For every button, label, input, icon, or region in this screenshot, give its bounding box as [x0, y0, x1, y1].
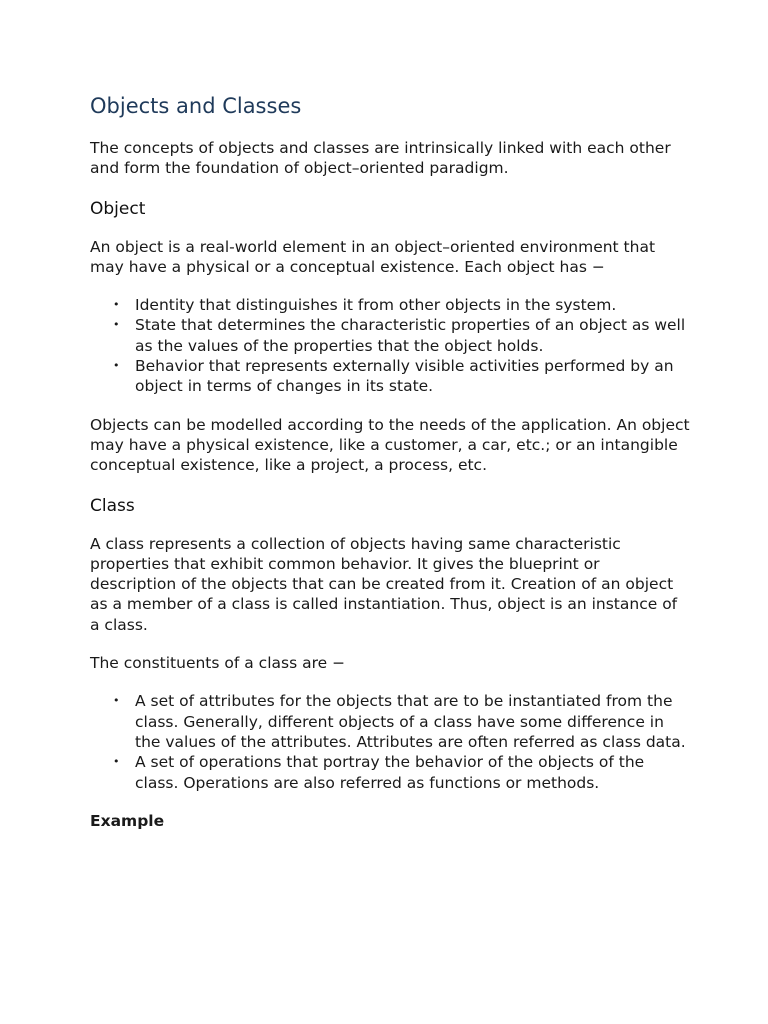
object-heading: Object [90, 198, 146, 219]
bullet-icon: • [113, 359, 120, 373]
list-item-text: Behavior that represents externally visible activities performed by an object in terms of changes in its state. [135, 357, 674, 396]
object-properties-list [90, 295, 690, 396]
object-paragraph: An object is a real-world element in an object–oriented environment that may have a physical or a conceptual existence. Each object has − [90, 237, 656, 276]
list-item-text: A set of attributes for the objects that are to be instantiated from the class. Generally, different objects of a class have some difference in the values of the attributes. Attributes are often referred as class data. [135, 692, 686, 751]
list-item [113, 315, 690, 356]
intro-paragraph: The concepts of objects and classes are intrinsically linked with each other and form the foundation of object–oriented paradigm. [90, 139, 671, 178]
list-item-text: A set of operations that portray the behavior of the objects of the class. Operations are also referred as functions or methods. [135, 753, 645, 792]
object-closing-paragraph: Objects can be modelled according to the needs of the application. An object may have a physical existence, like a customer, a car, etc.; or an intangible conceptual existence, like a project, a process, etc. [90, 415, 690, 475]
list-item [113, 691, 690, 752]
class-constituents-list [90, 691, 690, 792]
example-heading: Example [90, 811, 165, 830]
bullet-icon: • [113, 694, 120, 708]
bullet-icon: • [113, 318, 120, 332]
list-item [113, 752, 690, 793]
class-paragraph: A class represents a collection of objects having same characteristic properties that exhibit common behavior. It gives the blueprint or description of the objects that can be created from it. Creation of an object as a member of a class is called instantiation. Thus, object is an instance of a class. [90, 534, 678, 634]
document-body [90, 92, 690, 831]
class-heading: Class [90, 495, 135, 516]
list-item [113, 295, 690, 315]
page-title: Objects and Classes [90, 94, 302, 118]
bullet-icon: • [113, 755, 120, 769]
list-item-text: Identity that distinguishes it from other objects in the system. [135, 296, 617, 315]
list-item-text: State that determines the characteristic properties of an object as well as the values of the properties that the object holds. [135, 316, 686, 355]
constituents-intro: The constituents of a class are − [90, 654, 346, 673]
bullet-icon: • [113, 298, 120, 312]
list-item [113, 356, 690, 397]
